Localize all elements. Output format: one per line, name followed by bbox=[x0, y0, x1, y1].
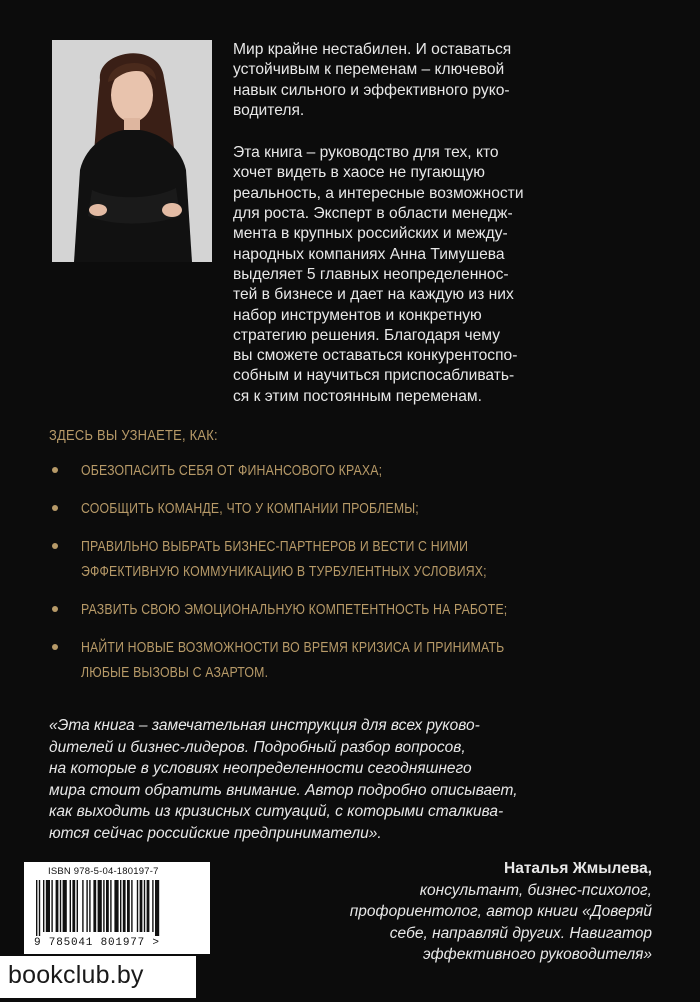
endorser-block bbox=[292, 858, 652, 966]
list-item-text: ПРАВИЛЬНО ВЫБРАТЬ БИЗНЕС-ПАРТНЕРОВ И ВЕСТИ С НИМИ bbox=[81, 538, 469, 555]
text-line: навык сильного и эффективного руко- bbox=[233, 81, 510, 99]
text-line: народных компаниях Анна Тимушева bbox=[233, 245, 505, 263]
quote-line: на которые в условиях неопределенности сегодняшнего bbox=[49, 760, 472, 777]
text-line: собным и научиться приспосабливать- bbox=[233, 367, 515, 385]
text-line: устойчивым к переменам – ключевой bbox=[233, 61, 505, 79]
intro-paragraph-1 bbox=[233, 40, 653, 121]
text-line: реальность, а интересные возможности bbox=[233, 184, 524, 202]
bullet-dot-icon bbox=[52, 505, 58, 511]
barcode-bar bbox=[82, 880, 83, 932]
text-line: набор инструментов и конкретную bbox=[233, 306, 482, 324]
barcode-digits: 9 785041 801977 > bbox=[34, 937, 160, 949]
endorsement-quote bbox=[49, 715, 669, 844]
intro-text bbox=[233, 40, 653, 407]
list-item-text: НАЙТИ НОВЫЕ ВОЗМОЖНОСТИ ВО ВРЕМЯ КРИЗИСА И ПРИНИМАТЬ bbox=[81, 639, 505, 656]
list-item bbox=[49, 597, 669, 622]
quote-line: ются сейчас российские предприниматели». bbox=[49, 824, 382, 842]
text-line: выделяет 5 главных неопределеннос- bbox=[233, 265, 509, 283]
barcode-bar bbox=[51, 880, 52, 932]
text-line: для роста. Эксперт в области менедж- bbox=[233, 205, 513, 223]
barcode-bar bbox=[127, 880, 130, 932]
barcode-bar bbox=[60, 880, 61, 932]
endorser-role-line: себе, направляй других. Навигатор bbox=[389, 924, 652, 942]
barcode-bar bbox=[72, 880, 75, 932]
text-line: стратегию решения. Благодаря чему bbox=[233, 326, 501, 344]
barcode-bar bbox=[114, 880, 118, 932]
bullet-dot-icon bbox=[52, 644, 58, 650]
barcode-bar bbox=[46, 880, 50, 932]
barcode-bar bbox=[103, 880, 104, 932]
barcode-bar bbox=[70, 880, 71, 932]
barcode-bar bbox=[131, 880, 132, 932]
barcode-bar bbox=[110, 880, 111, 932]
bullet-dot-icon bbox=[52, 543, 58, 549]
barcode-bar bbox=[56, 880, 59, 932]
quote-line: как выходить из кризисных ситуаций, с которыми сталкива- bbox=[49, 803, 504, 820]
learn-list bbox=[49, 458, 669, 685]
bullet-dot-icon bbox=[52, 467, 58, 473]
barcode-icon bbox=[34, 880, 206, 936]
endorser-role-line: консультант, бизнес-психолог, bbox=[419, 881, 652, 899]
barcode-bar bbox=[140, 880, 143, 932]
list-item-text: ЭФФЕКТИВНУЮ КОММУНИКАЦИЮ В ТУРБУЛЕНТНЫХ УСЛОВИЯХ; bbox=[81, 563, 487, 580]
list-item bbox=[49, 458, 669, 483]
text-line: Мир крайне нестабилен. И оставаться bbox=[233, 41, 512, 58]
barcode-bar bbox=[98, 880, 102, 932]
barcode-bar bbox=[123, 880, 126, 932]
barcode-bar bbox=[93, 880, 96, 932]
quote-line: дителей и бизнес-лидеров. Подробный разбор вопросов, bbox=[49, 738, 466, 756]
list-item bbox=[49, 534, 669, 584]
barcode-bar bbox=[77, 880, 78, 932]
watermark-badge bbox=[0, 956, 196, 998]
barcode-bar bbox=[43, 880, 44, 932]
bullet-dot-icon bbox=[52, 606, 58, 612]
barcode-bar bbox=[39, 880, 40, 936]
text-line: вы сможете оставаться конкурентоспо- bbox=[233, 347, 518, 365]
text-line: тей в бизнесе и дает на каждую из них bbox=[233, 286, 514, 304]
text-line: Эта книга – руководство для тех, кто bbox=[233, 144, 499, 162]
isbn-label: ISBN 978-5-04-180197-7 bbox=[48, 866, 159, 877]
text-line: мента в крупных российских и между- bbox=[233, 225, 508, 243]
learn-heading: ЗДЕСЬ ВЫ УЗНАЕТЕ, КАК: bbox=[49, 427, 218, 444]
barcode-bar bbox=[144, 880, 145, 932]
intro-paragraph-2 bbox=[233, 143, 653, 407]
barcode-bar bbox=[36, 880, 37, 936]
endorser-name: Наталья Жмылева, bbox=[504, 860, 652, 877]
list-item bbox=[49, 496, 669, 521]
text-line: ся к этим постоянным переменам. bbox=[233, 387, 482, 405]
author-photo bbox=[52, 40, 212, 262]
endorser-role-line: эффективного руководителя» bbox=[423, 946, 652, 963]
list-item bbox=[49, 635, 669, 685]
list-item-text: СООБЩИТЬ КОМАНДЕ, ЧТО У КОМПАНИИ ПРОБЛЕМЫ; bbox=[81, 500, 419, 517]
author-portrait-image bbox=[52, 40, 212, 262]
barcode-bar bbox=[137, 880, 138, 932]
barcode-bar bbox=[63, 880, 67, 932]
endorser-role-line: профориентолог, автор книги «Доверяй bbox=[349, 903, 652, 920]
barcode-bar bbox=[147, 880, 150, 932]
barcode-bar bbox=[106, 880, 109, 932]
text-line: водителя. bbox=[233, 101, 305, 119]
text-line: хочет видеть в хаосе не пугающую bbox=[233, 164, 486, 182]
barcode-bar bbox=[89, 880, 90, 932]
list-item-text: ЛЮБЫЕ ВЫЗОВЫ С АЗАРТОМ. bbox=[81, 664, 269, 681]
barcode-bar bbox=[155, 880, 159, 936]
quote-line: мира стоит обратить внимание. Автор подробно описывает, bbox=[49, 781, 518, 799]
barcode-bar bbox=[120, 880, 121, 932]
barcode-bar bbox=[86, 880, 87, 932]
quote-line: «Эта книга – замечательная инструкция для всех руково- bbox=[49, 717, 480, 734]
barcode-bar bbox=[152, 880, 153, 932]
list-item-text: РАЗВИТЬ СВОЮ ЭМОЦИОНАЛЬНУЮ КОМПЕТЕНТНОСТЬ НА РАБОТЕ; bbox=[81, 601, 508, 618]
watermark-text: bookclub.by bbox=[8, 961, 144, 989]
list-item-text: ОБЕЗОПАСИТЬ СЕБЯ ОТ ФИНАНСОВОГО КРАХА; bbox=[81, 462, 383, 479]
